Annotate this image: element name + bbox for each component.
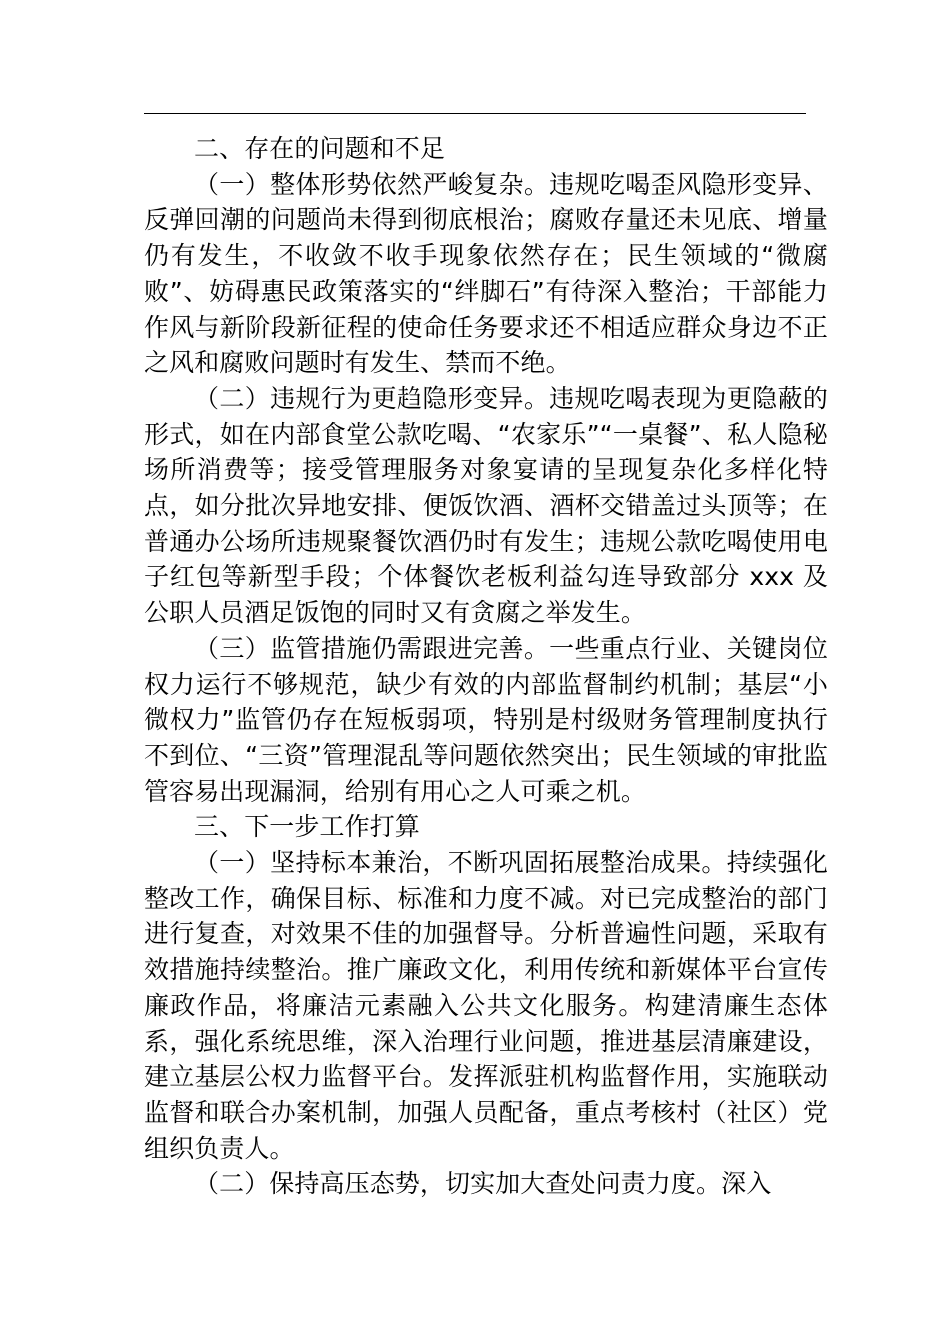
paragraph-2-3: （三）监管措施仍需跟进完善。一些重点行业、关键岗位权力运行不够规范，缺少有效的内部监督制约机制；基层“小微权力”监管仍存在短板弱项，特别是村级财务管理制度执行不到位、“三资”管理混乱等问题依然突出；民生领域的审批监管容易出现漏洞，给别有用心之人可乘之机。 xyxy=(144,633,829,806)
header-rule xyxy=(144,113,806,114)
section-heading-3: 三、下一步工作打算 xyxy=(194,812,420,842)
paragraph-3-1: （一）坚持标本兼治，不断巩固拓展整治成果。持续强化整改工作，确保目标、标准和力度不减。对已完成整治的部门进行复查，对效果不佳的加强督导。分析普遍性问题，采取有效措施持续整治。推广廉政文化，利用传统和新媒体平台宣传廉政作品，将廉洁元素融入公共文化服务。构建清廉生态体系，强化系统思维，深入治理行业问题，推进基层清廉建设，建立基层公权力监督平台。发挥派驻机构监督作用，实施联动监督和联合办案机制，加强人员配备，重点考核村（社区）党组织负责人。 xyxy=(144,848,829,1163)
paragraph-3-2: （二）保持高压态势，切实加大查处问责力度。深入 xyxy=(194,1169,772,1199)
section-heading-2: 二、存在的问题和不足 xyxy=(194,134,446,163)
document-body xyxy=(144,131,828,1202)
paragraph-2-2: （二）违规行为更趋隐形变异。违规吃喝表现为更隐蔽的形式，如在内部食堂公款吃喝、“农家乐”“一桌餐”、私人隐秘场所消费等；接受管理服务对象宴请的呈现复杂化多样化特点，如分批次异地安排、便饭饮酒、酒杯交错盖过头顶等；在普通办公场所违规聚餐饮酒仍时有发生；违规公款吃喝使用电子红包等新型手段；个体餐饮老板利益勾连导致部分 xxx 及公职人员酒足饭饱的同时又有贪腐之举发生。 xyxy=(144,383,829,628)
paragraph-2-1: （一）整体形势依然严峻复杂。违规吃喝歪风隐形变异、反弹回潮的问题尚未得到彻底根治；腐败存量还未见底、增量仍有发生，不收敛不收手现象依然存在；民生领域的“微腐败”、妨碍惠民政策落实的“绊脚石”有待深入整治；干部能力作风与新阶段新征程的使命任务要求还不相适应群众身边不正之风和腐败问题时有发生、禁而不绝。 xyxy=(144,169,829,378)
